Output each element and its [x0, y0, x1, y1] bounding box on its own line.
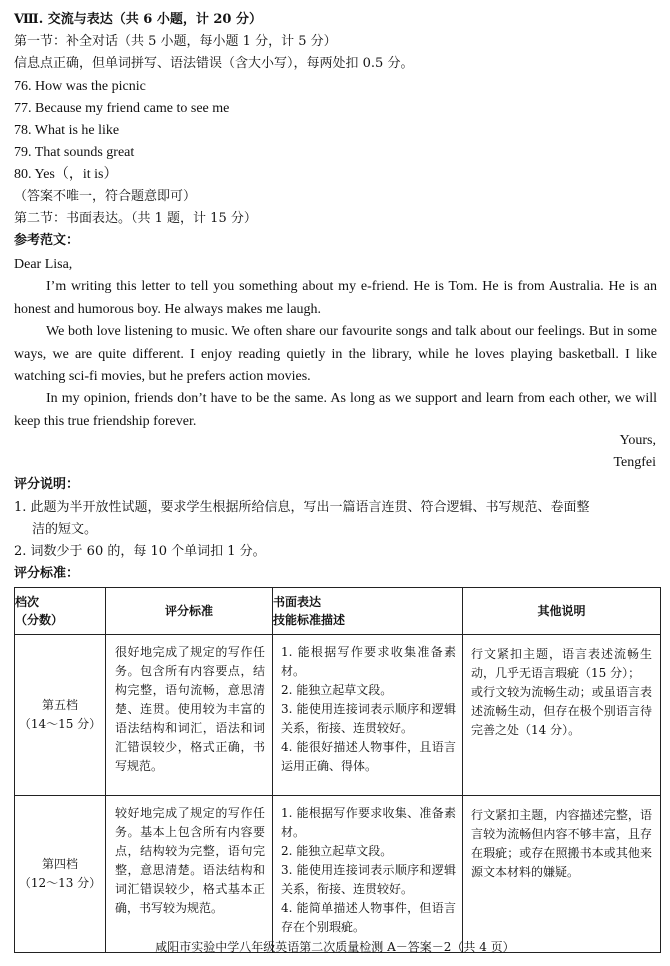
page-footer: 咸阳市实验中学八年级英语第二次质量检测 A－答案－2（共 4 页） [155, 940, 515, 954]
essay-signature: Tengfei [613, 455, 656, 470]
answer-80: 80. Yes（，it is） [14, 167, 118, 182]
header-skills: 书面表达 技能标准描述 [273, 588, 463, 635]
part2-title: 第二节：书面表达。（共 1 题，计 15 分） [14, 211, 257, 226]
table-row [15, 796, 661, 953]
essay-paragraph-1: I’m writing this letter to tell you something about my e-friend. He is Tom. He is from Australia. He is an honest and humorous boy. He always makes me laugh. [14, 279, 657, 317]
header-notes: 其他说明 [463, 588, 661, 635]
answer-note: （答案不唯一，符合题意即可） [14, 189, 197, 204]
criteria-cell: 很好地完成了规定的写作任务。包含所有内容要点，结构完整，语句流畅，意思清楚、连贯。使用较为丰富的语法结构和词汇，语法和词汇错误较少，格式正确，书写规范。 [106, 635, 273, 796]
table-row [15, 635, 661, 796]
essay-closing: Yours, [619, 433, 656, 448]
scoring-title: 评分说明： [14, 477, 80, 492]
scoring-item-1: 1. 此题为半开放性试题，要求学生根据所给信息，写出一篇语言连贯、符合逻辑、书写规范、卷面整 [14, 500, 590, 515]
essay-paragraph-3: In my opinion, friends don’t have to be the same. As long as we support and learn from each other, we will keep this true friendship forever. [14, 391, 657, 429]
header-criteria: 评分标准 [106, 588, 273, 635]
answer-78: 78. What is he like [14, 123, 120, 138]
answer-77: 77. Because my friend came to see me [14, 101, 230, 116]
table-header-row [15, 588, 661, 635]
answer-79: 79. That sounds great [14, 145, 135, 160]
scoring-item-1-cont: 洁的短文。 [32, 522, 98, 537]
standard-title: 评分标准： [14, 566, 80, 581]
part1-rule: 信息点正确，但单词拼写、语法错误（含大小写），每两处扣 0.5 分。 [14, 56, 414, 71]
scoring-table [14, 587, 661, 953]
level-cell: 第四档 （12～13 分） [15, 796, 106, 953]
essay-greeting: Dear Lisa, [14, 257, 73, 272]
answer-76: 76. How was the picnic [14, 79, 146, 94]
skills-cell: 1. 能根据写作要求收集、准备素材。 2. 能独立起草文段。 3. 能使用连接词表示顺序和逻辑关系，衔接、连贯较好。 4. 能简单描述人物事件，但语言存在个别瑕疵。 [273, 796, 463, 953]
sample-title: 参考范文： [14, 233, 80, 248]
essay-paragraph-2: We both love listening to music. We often share our favourite songs and talk about our feelings. But in some ways, we are quite different. I enjoy reading quietly in the library, while he loves playing basketball. I like watching sci-fi movies, but he prefers action movies. [14, 324, 657, 384]
level-cell: 第五档 （14～15 分） [15, 635, 106, 796]
section-title: Ⅷ. 交流与表达（共 6 小题，计 20 分） [14, 12, 262, 27]
notes-cell: 行文紧扣主题，语言表述流畅生动，几乎无语言瑕疵（15 分）； 或行文较为流畅生动；或虽语言表述流畅生动，但存在极个别语言待完善之处（14 分）。 [463, 635, 661, 796]
skills-cell: 1. 能根据写作要求收集准备素材。 2. 能独立起草文段。 3. 能使用连接词表示顺序和逻辑关系，衔接、连贯较好。 4. 能很好描述人物事件，且语言运用正确、得体。 [273, 635, 463, 796]
header-level: 档次 （分数） [15, 588, 106, 635]
part1-title: 第一节：补全对话（共 5 小题，每小题 1 分，计 5 分） [14, 34, 337, 49]
criteria-cell: 较好地完成了规定的写作任务。基本上包含所有内容要点，结构较为完整，语句完整，意思清楚。语法结构和词汇错误较少，格式基本正确，书写较为规范。 [106, 796, 273, 953]
scoring-item-2: 2. 词数少于 60 的，每 10 个单词扣 1 分。 [14, 544, 266, 559]
notes-cell: 行文紧扣主题，内容描述完整，语言较为流畅但内容不够丰富，且存在瑕疵；或存在照搬书本或其他来源文本材料的嫌疑。 [463, 796, 661, 953]
